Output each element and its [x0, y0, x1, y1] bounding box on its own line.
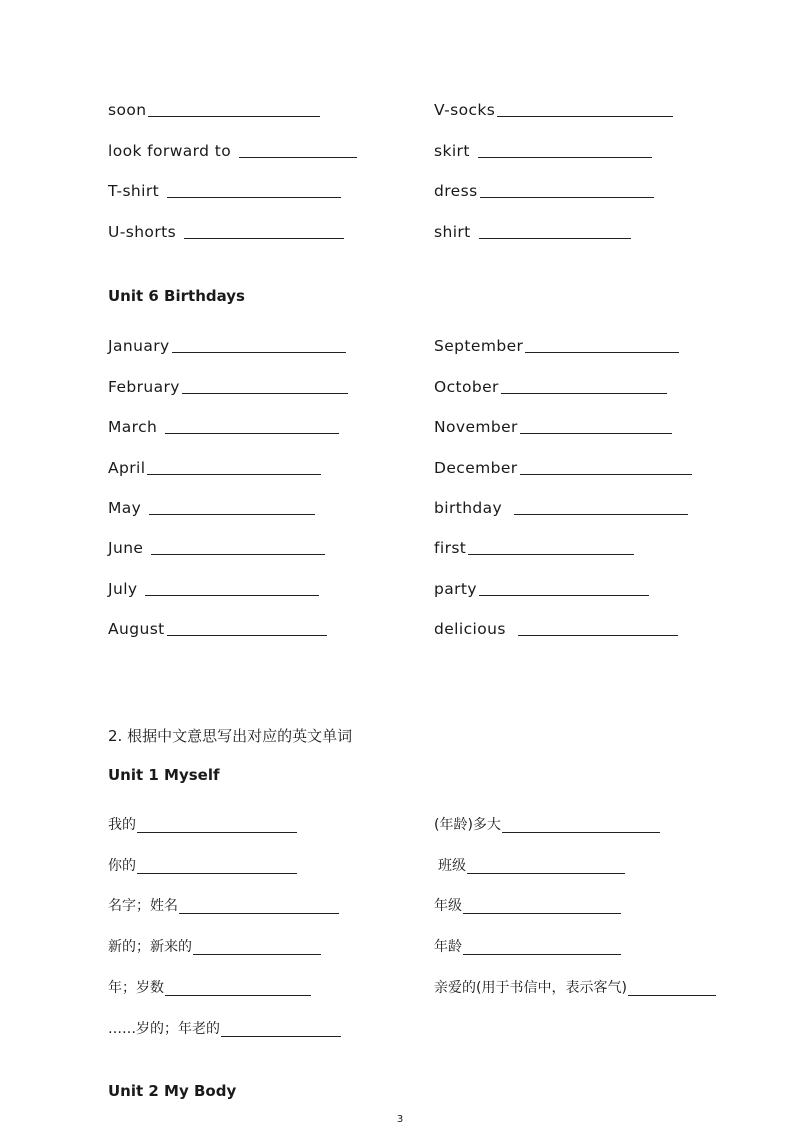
vocab-term: 班级 [438, 857, 466, 874]
vocab-item [108, 100, 434, 120]
answer-blank[interactable] [193, 938, 321, 955]
answer-blank[interactable] [514, 498, 688, 515]
vocab-term: dress [434, 182, 478, 201]
vocab-term: 年龄 [434, 939, 462, 956]
vocab-item [108, 141, 434, 161]
vocab-item [108, 856, 434, 876]
vocab-row [108, 794, 728, 835]
answer-blank[interactable] [221, 1020, 341, 1037]
answer-blank[interactable] [520, 417, 672, 434]
vocab-item [434, 417, 728, 437]
vocab-row [108, 356, 728, 396]
vocab-item [108, 978, 434, 998]
vocab-row [108, 120, 728, 160]
vocab-item [108, 538, 434, 558]
page-number: 3 [396, 1114, 404, 1125]
vocab-term: soon [108, 101, 147, 120]
vocab-term: 亲爱的(用于书信中，表示客气) [434, 979, 627, 996]
vocab-item [108, 336, 434, 356]
vocab-term: T-shirt [108, 182, 160, 201]
vocab-row [108, 161, 728, 201]
vocab-item [434, 815, 728, 835]
answer-blank[interactable] [479, 579, 649, 596]
vocab-item [434, 181, 728, 201]
answer-blank[interactable] [239, 141, 357, 158]
answer-blank[interactable] [478, 141, 652, 158]
vocab-term: November [434, 418, 518, 437]
vocab-block-clothes [108, 80, 728, 242]
unit-heading: Unit 1 Myself [108, 766, 220, 784]
answer-blank[interactable] [137, 816, 297, 833]
vocab-item [434, 978, 728, 998]
vocab-term: October [434, 377, 499, 396]
vocab-term: V-socks [434, 101, 496, 120]
vocab-term: ……岁的；年老的 [108, 1020, 220, 1037]
answer-blank[interactable] [179, 897, 339, 914]
vocab-term: March [108, 418, 158, 437]
vocab-term: first [434, 539, 467, 558]
vocab-item [108, 458, 434, 478]
answer-blank[interactable] [148, 100, 320, 117]
vocab-row [108, 478, 728, 518]
vocab-term: January [108, 337, 170, 356]
vocab-item [108, 1019, 434, 1039]
answer-blank[interactable] [151, 538, 325, 555]
vocab-row [108, 397, 728, 437]
vocab-row [108, 316, 728, 356]
answer-blank[interactable] [137, 857, 297, 874]
vocab-item [108, 498, 434, 518]
vocab-item [108, 417, 434, 437]
answer-blank[interactable] [463, 897, 621, 914]
vocab-term: June [108, 539, 144, 558]
answer-blank[interactable] [184, 222, 344, 239]
unit-heading: Unit 6 Birthdays [108, 287, 245, 305]
answer-blank[interactable] [497, 100, 673, 117]
answer-blank[interactable] [463, 938, 621, 955]
vocab-item [434, 336, 728, 356]
vocab-item [434, 896, 728, 916]
vocab-item [434, 937, 728, 957]
unit-heading: Unit 2 My Body [108, 1082, 237, 1100]
answer-blank[interactable] [480, 181, 654, 198]
answer-blank[interactable] [182, 377, 348, 394]
vocab-item [108, 181, 434, 201]
vocab-item [434, 458, 728, 478]
vocab-item [108, 896, 434, 916]
vocab-term: birthday [434, 498, 503, 517]
vocab-item [434, 222, 728, 242]
vocab-term: May [108, 498, 142, 517]
vocab-row [108, 998, 728, 1039]
answer-blank[interactable] [172, 336, 346, 353]
vocab-block-unit1 [108, 794, 728, 1039]
answer-blank[interactable] [467, 857, 625, 874]
vocab-term: 年级 [434, 898, 462, 915]
vocab-term: February [108, 377, 180, 396]
vocab-item [434, 100, 728, 120]
vocab-row [108, 835, 728, 876]
vocab-row [108, 599, 728, 639]
answer-blank[interactable] [167, 181, 341, 198]
answer-blank[interactable] [167, 619, 327, 636]
vocab-item [108, 377, 434, 397]
vocab-item [108, 815, 434, 835]
vocab-term: December [434, 458, 518, 477]
answer-blank[interactable] [165, 979, 311, 996]
vocab-item [108, 619, 434, 639]
vocab-item [108, 222, 434, 242]
answer-blank[interactable] [518, 619, 678, 636]
answer-blank[interactable] [479, 222, 631, 239]
vocab-item [434, 538, 728, 558]
vocab-term: delicious [434, 620, 506, 639]
answer-blank[interactable] [520, 458, 692, 475]
answer-blank[interactable] [502, 816, 660, 833]
vocab-item [108, 579, 434, 599]
vocab-row [108, 916, 728, 957]
vocab-term: 你的 [108, 857, 136, 874]
vocab-item [434, 856, 728, 876]
vocab-item [434, 141, 728, 161]
vocab-row [108, 876, 728, 917]
vocab-row [108, 518, 728, 558]
vocab-term: U-shorts [108, 222, 177, 241]
vocab-term: 新的；新来的 [108, 939, 192, 956]
answer-blank[interactable] [147, 458, 321, 475]
vocab-term: skirt [434, 141, 470, 160]
answer-blank[interactable] [145, 579, 319, 596]
answer-blank[interactable] [525, 336, 679, 353]
vocab-term: 我的 [108, 816, 136, 833]
exercise-instruction: 2. 根据中文意思写出对应的英文单词 [108, 727, 353, 745]
vocab-term: September [434, 337, 524, 356]
vocab-term: July [108, 579, 138, 598]
vocab-item [434, 498, 728, 518]
vocab-row [108, 80, 728, 120]
vocab-row [108, 201, 728, 241]
vocab-term: 名字；姓名 [108, 898, 178, 915]
vocab-term: shirt [434, 222, 471, 241]
vocab-item [434, 377, 728, 397]
answer-blank[interactable] [628, 979, 716, 996]
vocab-row [108, 957, 728, 998]
vocab-term: (年龄)多大 [434, 816, 501, 833]
vocab-term: look forward to [108, 141, 232, 160]
vocab-term: August [108, 620, 165, 639]
answer-blank[interactable] [165, 417, 339, 434]
vocab-term: April [108, 458, 146, 477]
vocab-term: party [434, 579, 477, 598]
vocab-row [108, 437, 728, 477]
vocab-item [434, 619, 728, 639]
answer-blank[interactable] [149, 498, 315, 515]
vocab-block-unit6 [108, 316, 728, 639]
vocab-row [108, 558, 728, 598]
vocab-item [108, 937, 434, 957]
answer-blank[interactable] [468, 538, 634, 555]
vocab-term: 年；岁数 [108, 979, 164, 996]
vocab-item [434, 579, 728, 599]
answer-blank[interactable] [501, 377, 667, 394]
